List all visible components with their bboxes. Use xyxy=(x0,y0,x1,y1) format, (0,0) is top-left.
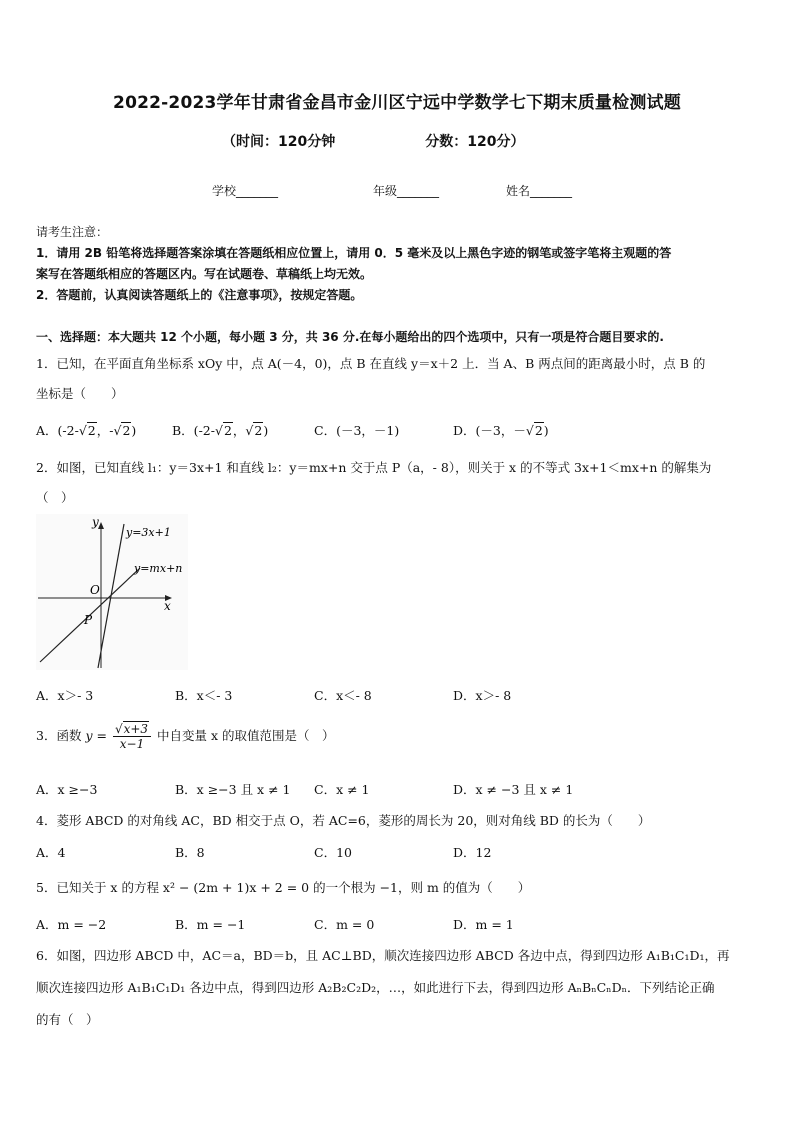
q3-option-d: D．x ≠ −3 且 x ≠ 1 xyxy=(453,782,574,797)
q5-option-b: B．m = −1 xyxy=(175,917,246,932)
q4-option-a: A．4 xyxy=(36,845,66,860)
q1-option-b: B．(-2-√2，√2) xyxy=(172,423,269,438)
q5-option-d: D．m = 1 xyxy=(453,917,514,932)
y-axis-label: y xyxy=(92,515,99,529)
name-field: 姓名_______ xyxy=(506,184,573,198)
notice-item-2: 2．答题前，认真阅读答题纸上的《注意事项》，按规定答题。 xyxy=(36,288,363,302)
q6-stem-line3: 的有（ ） xyxy=(36,1012,99,1027)
notice-block xyxy=(36,222,760,306)
school-field: 学校_______ xyxy=(212,184,279,198)
q3-option-b: B．x ≥−3 且 x ≠ 1 xyxy=(175,782,291,797)
q3-option-c: C．x ≠ 1 xyxy=(314,782,370,797)
q5-stem: 5．已知关于 x 的方程 x² − (2m + 1)x + 2 = 0 的一个根为 −1，则 m 的值为（ ） xyxy=(36,880,531,895)
q4-stem: 4．菱形 ABCD 的对角线 AC，BD 相交于点 O，若 AC=6，菱形的周长为 20，则对角线 BD 的长为（ ） xyxy=(36,813,651,828)
x-axis-label: x xyxy=(164,599,171,613)
q4-option-d: D．12 xyxy=(453,845,492,860)
q1-stem-line1: 1．已知，在平面直角坐标系 xOy 中，点 A(－4，0)，点 B 在直线 y＝x＋2 上．当 A、B 两点间的距离最小时，点 B 的 xyxy=(36,356,706,371)
notice-item-1b: 案写在答题纸相应的答题区内。写在试题卷、草稿纸上均无效。 xyxy=(36,267,373,281)
q2-graph xyxy=(36,514,188,670)
exam-subtitle xyxy=(222,131,524,151)
q1-option-a: A．(-2-√2，-√2) xyxy=(36,423,137,438)
q6-stem-line1: 6．如图，四边形 ABCD 中，AC＝a，BD＝b，且 AC⊥BD，顺次连接四边形 ABCD 各边中点，得到四边形 A₁B₁C₁D₁，再 xyxy=(36,948,730,963)
q5-option-a: A．m = −2 xyxy=(36,917,107,932)
notice-heading: 请考生注意： xyxy=(36,225,109,239)
q6-stem-line2: 顺次连接四边形 A₁B₁C₁D₁ 各边中点，得到四边形 A₂B₂C₂D₂，…，如此进行下去，得到四边形 AₙBₙCₙDₙ．下列结论正确 xyxy=(36,980,715,995)
q2-option-d: D．x＞- 8 xyxy=(453,688,512,703)
q2-option-a: A．x＞- 3 xyxy=(36,688,94,703)
q1-option-d: D．(－3，－√2) xyxy=(453,423,549,438)
q2-option-b: B．x＜- 3 xyxy=(175,688,233,703)
q5-option-c: C．m = 0 xyxy=(314,917,375,932)
q3-stem: 3．函数 y = $\frac{√x+3}{x-1}$ 中自变量 x 的取值范围是（ ） xyxy=(36,722,335,751)
page-title: 2022-2023学年甘肃省金昌市金川区宁远中学数学七下期末质量检测试题 xyxy=(113,93,681,113)
q3-option-a: A．x ≥−3 xyxy=(36,782,98,797)
q4-option-b: B．8 xyxy=(175,845,205,860)
origin-label: O xyxy=(90,583,100,597)
line-l1-label: y=3x+1 xyxy=(126,526,171,539)
grade-field: 年级_______ xyxy=(373,184,440,198)
section-heading: 一、选择题：本大题共 12 个小题，每小题 3 分，共 36 分.在每小题给出的四个选项中，只有一项是符合题目要求的. xyxy=(36,330,664,344)
line-l2-label: y=mx+n xyxy=(134,562,183,575)
q2-stem-line2: （ ） xyxy=(36,490,74,505)
q4-option-c: C．10 xyxy=(314,845,352,860)
q2-option-c: C．x＜- 8 xyxy=(314,688,372,703)
notice-item-1a: 1．请用 2B 铅笔将选择题答案涂填在答题纸相应位置上，请用 0．5 毫米及以上黑色字迹的钢笔或签字笔将主观题的答 xyxy=(36,246,672,260)
q2-stem-line1: 2．如图，已知直线 l₁：y＝3x+1 和直线 l₂：y＝mx+n 交于点 P（a，- 8），则关于 x 的不等式 3x+1＜mx+n 的解集为 xyxy=(36,460,712,475)
q3-fraction: $\frac{√x+3}{x-1}$ xyxy=(113,722,151,751)
time-label: （时间：120分钟 xyxy=(222,134,336,150)
point-p-label: P xyxy=(84,613,93,627)
q1-option-c: C．(－3，－1) xyxy=(314,423,400,438)
q1-stem-line2: 坐标是（ ） xyxy=(36,386,124,401)
score-label: 分数：120分） xyxy=(425,134,525,150)
